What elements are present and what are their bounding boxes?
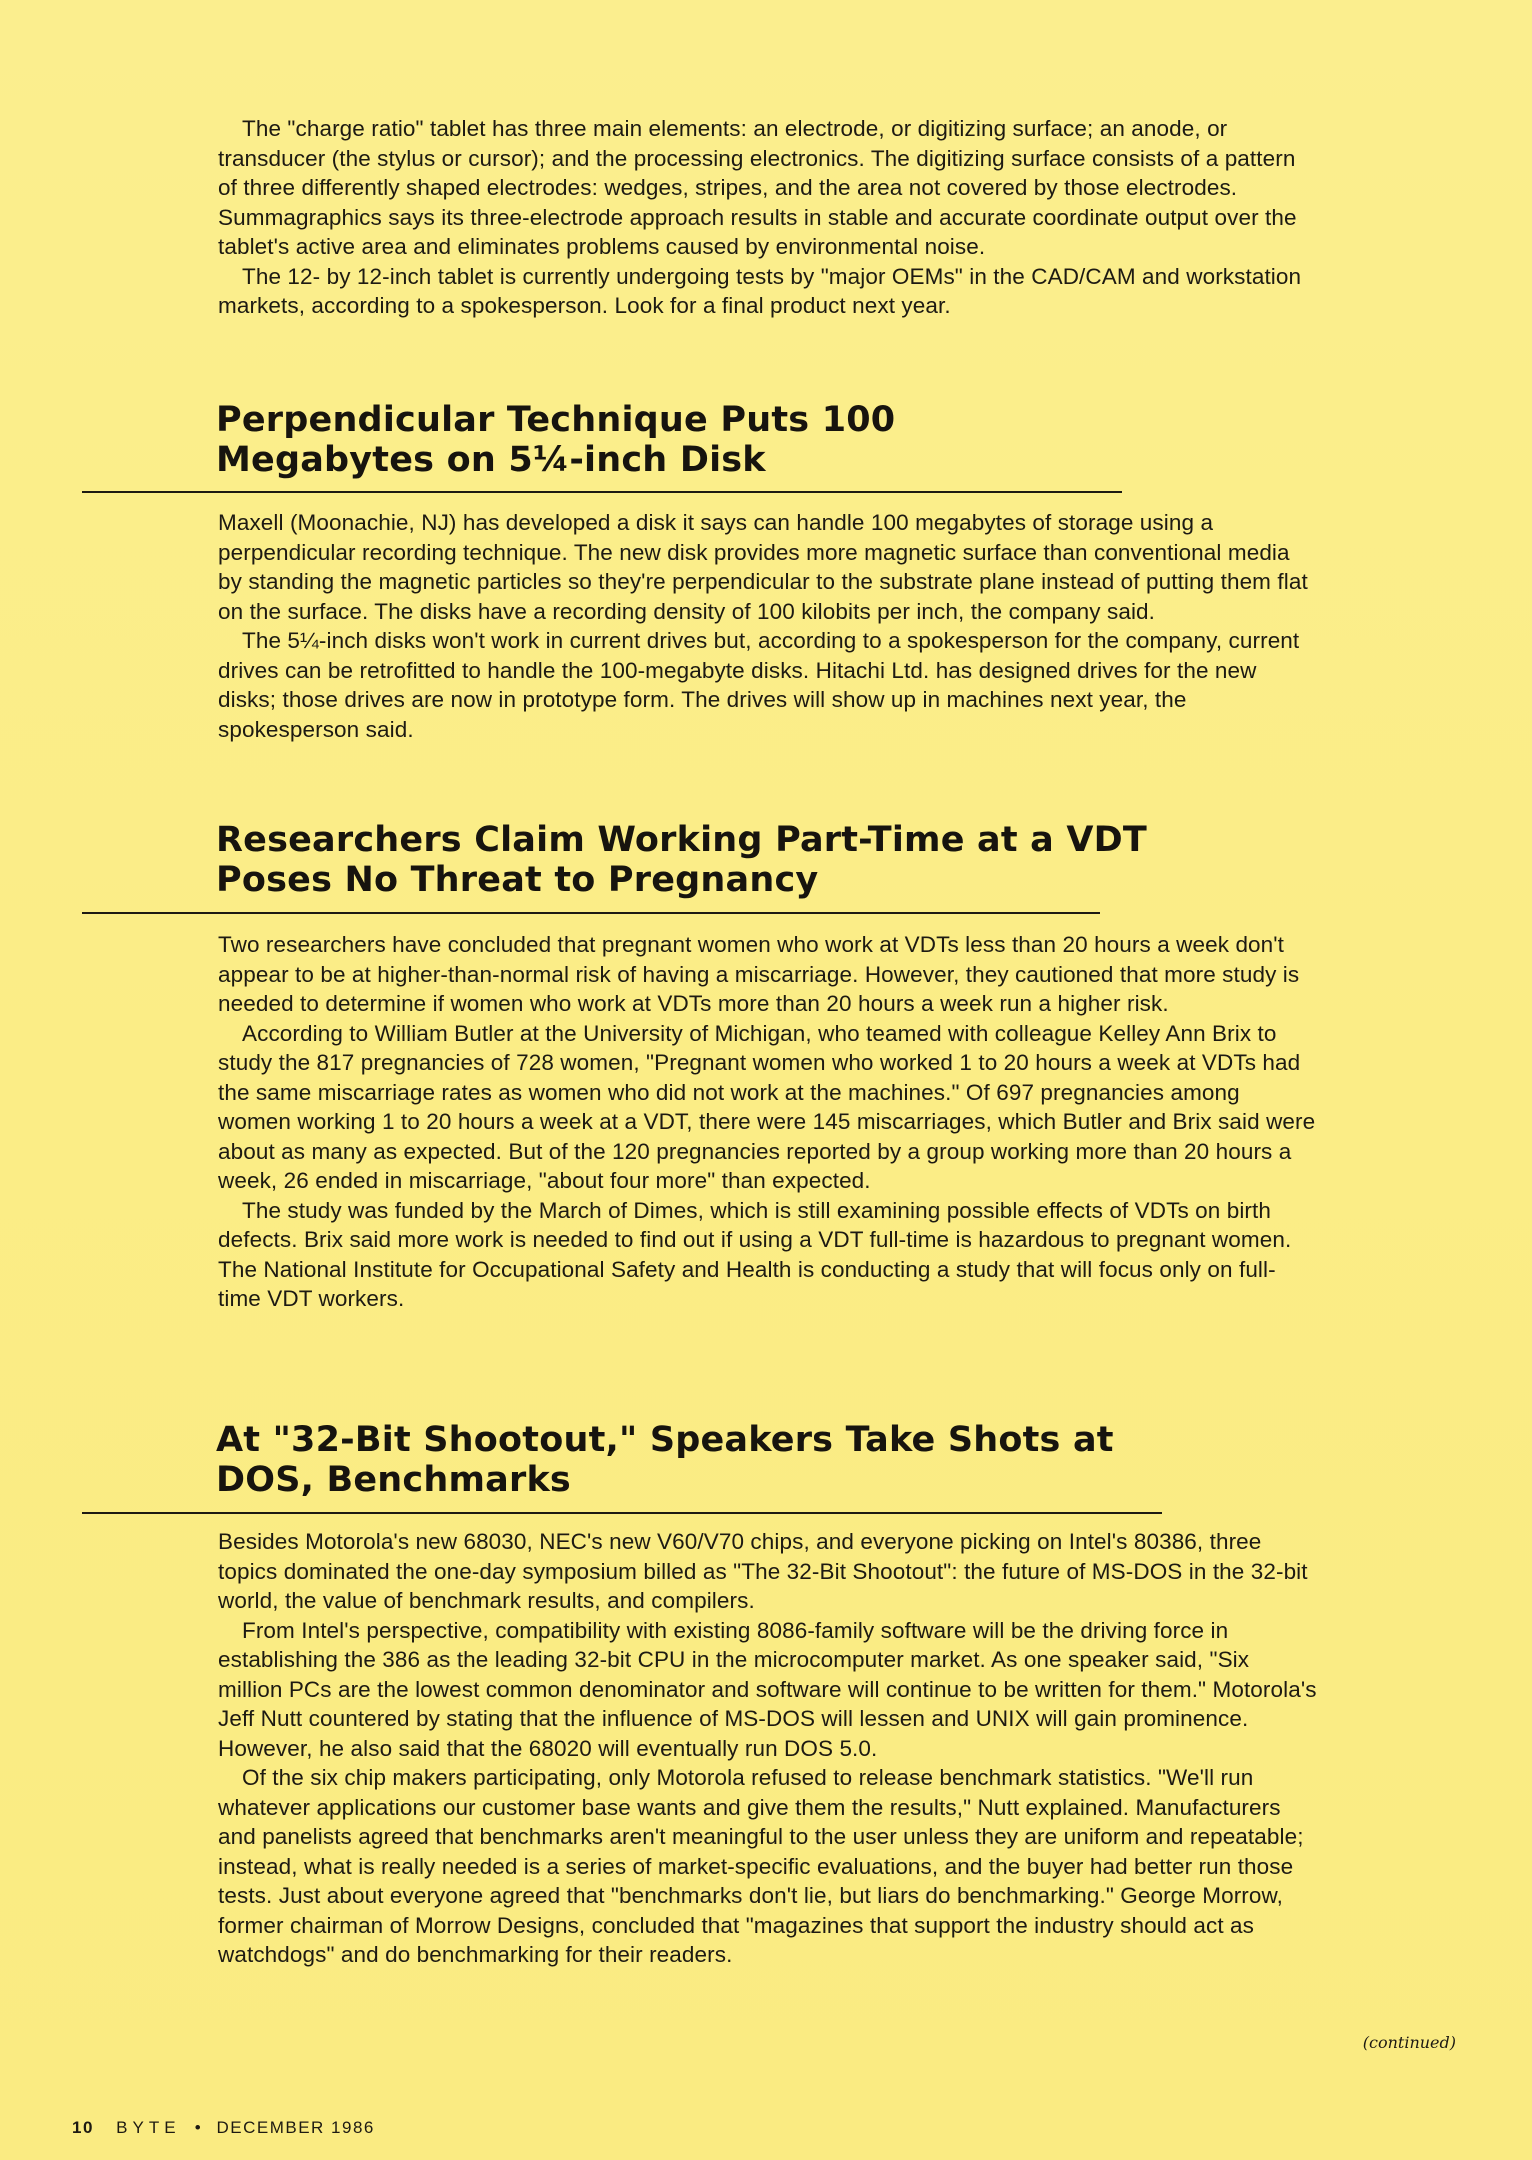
footer-separator: • [194,2118,203,2137]
article-paragraph: From Intel's perspective, compatibility with existing 8086-family software will be the driving force in establishing the 386 as the leading 32-bit CPU in the microcomputer market. As one speaker said, "Six million PCs are the lowest common denominator and software will continue to be written for them." Motorola's Jeff Nutt countered by stating that the influence of MS-DOS will lessen and UNIX will gain prominence. However, he also said that the 68020 will eventually run DOS 5.0. [218,1617,1317,1761]
continued-label: (continued) [1362,2033,1456,2052]
article-paragraph: Maxell (Moonachie, NJ) has developed a disk it says can handle 100 megabytes of storage using a perpendicular recording technique. The new disk provides more magnetic surface than conventional media by standing the magnetic particles so they're perpendicular to the substrate plane instead of putting them flat on the surface. The disks have a recording density of 100 kilobits per inch, the company said. [218,510,1308,624]
article-paragraph: The study was funded by the March of Dimes, which is still examining possible effects of VDTs on birth defects. Brix said more work is needed to find out if using a VDT full-time is hazardous to pregnant women. The National Institute for Occupational Safety and Health is conducting a study that will focus only on full-time VDT workers. [218,1197,1292,1311]
article-paragraph: Of the six chip makers participating, only Motorola refused to release benchmark statistics. "We'll run whatever applications our customer base wants and give them the results," Nutt explained. Manufacturers and panelists agreed that benchmarks aren't meaningful to the user unless they are uniform and repeatable; instead, what is really needed is a series of market-specific evaluations, and the buyer had better run those tests. Just about everyone agreed that "benchmarks don't lie, but liars do benchmarking." George Morrow, former chairman of Morrow Designs, concluded that "magazines that support the industry should act as watchdogs" and do benchmarking for their readers. [218,1765,1304,1967]
article-body [218,1527,1318,1970]
intro-text [218,114,1318,321]
page-footer [72,2118,375,2138]
headline-rule [82,912,1100,914]
article-paragraph: The 5¼-inch disks won't work in current drives but, according to a spokesperson for the company, current drives can be retrofitted to handle the 100-megabyte disks. Hitachi Ltd. has designed drives for the new disks; those drives are now in prototype form. The drives will show up in machines next year, the spokesperson said. [218,628,1300,742]
article-headline: Perpendicular Technique Puts 100 Megabytes on 5¼-inch Disk [216,400,896,480]
page-number: 10 [72,2118,94,2137]
headline-rule [82,491,1122,493]
article-paragraph: Besides Motorola's new 68030, NEC's new V60/V70 chips, and everyone picking on Intel's 80386, three topics dominated the one-day symposium billed as "The 32-Bit Shootout": the future of MS-DOS in the 32-bit world, the value of benchmark results, and compilers. [218,1529,1308,1613]
issue-date: DECEMBER 1986 [216,2118,375,2137]
article-headline: At "32-Bit Shootout," Speakers Take Shots at DOS, Benchmarks [216,1420,1114,1500]
article-paragraph: According to William Butler at the University of Michigan, who teamed with colleague Kelley Ann Brix to study the 817 pregnancies of 728 women, "Pregnant women who worked 1 to 20 hours a week at VDTs had the same miscarriage rates as women who did not work at the machines." Of 697 pregnancies among women working 1 to 20 hours a week at a VDT, there were 145 miscarriages, which Butler and Brix said were about as many as expected. But of the 120 pregnancies reported by a group working more than 20 hours a week, 26 ended in miscarriage, "about four more" than expected. [218,1020,1316,1193]
article-headline: Researchers Claim Working Part-Time at a VDT Poses No Threat to Pregnancy [216,820,1147,900]
article-body [218,930,1318,1314]
article-body [218,508,1318,744]
headline-rule [82,1512,1162,1514]
intro-paragraph: The "charge ratio" tablet has three main elements: an electrode, or digitizing surface; an anode, or transducer (the stylus or cursor); and the processing electronics. The digitizing surface consists of a pattern of three differently shaped electrodes: wedges, stripes, and the area not covered by those electrodes. Summagraphics says its three-electrode approach results in stable and accurate coordinate output over the tablet's active area and eliminates problems caused by environmental noise. [218,116,1297,259]
magazine-name: BYTE [116,2118,181,2137]
article-paragraph: Two researchers have concluded that pregnant women who work at VDTs less than 20 hours a week don't appear to be at higher-than-normal risk of having a miscarriage. However, they cautioned that more study is needed to determine if women who work at VDTs more than 20 hours a week run a higher risk. [218,932,1300,1016]
intro-paragraph: The 12- by 12-inch tablet is currently undergoing tests by "major OEMs" in the CAD/CAM and workstation markets, according to a spokesperson. Look for a final product next year. [218,263,1302,318]
